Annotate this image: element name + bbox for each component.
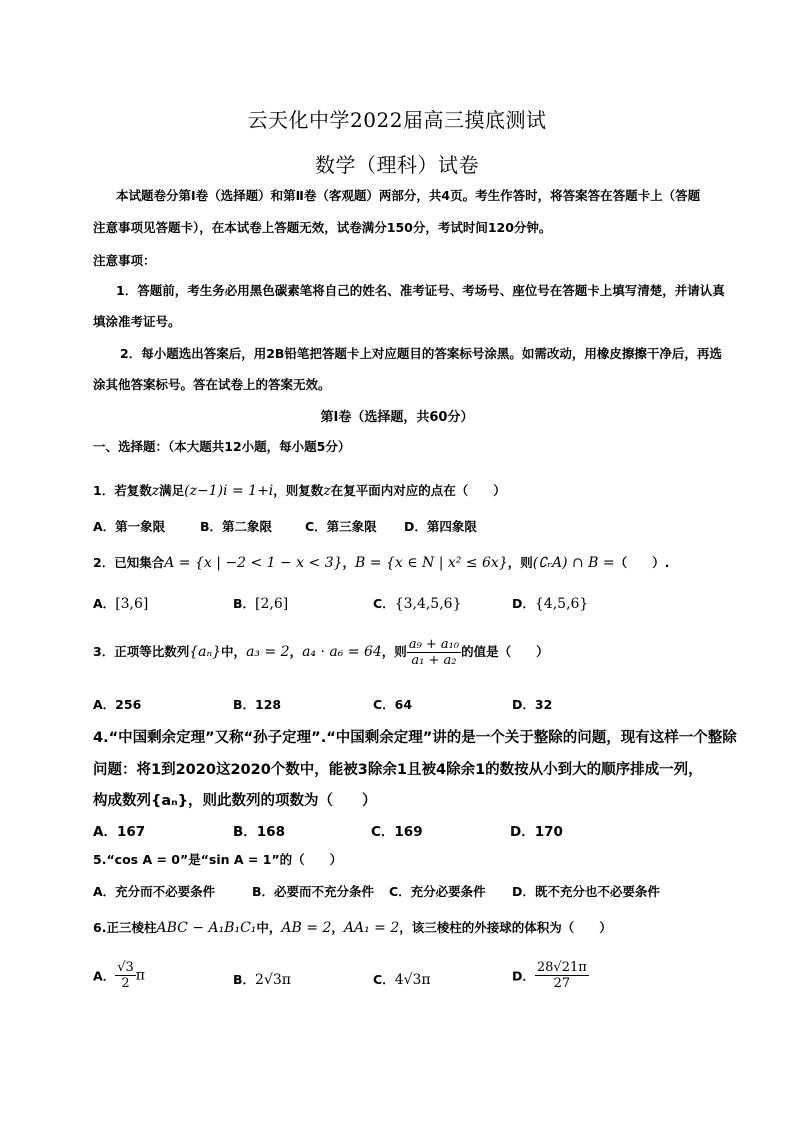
note2-line-2: 涂其他答案标号。答在试卷上的答案无效。 [93, 377, 331, 392]
q6-optA-pi: π [135, 967, 145, 984]
q6-option-b-label: B． [233, 972, 256, 987]
q6-prism: ABC − A₁B₁C₁ [156, 920, 257, 936]
note1-line-1: 1．答题前，考生务必用黑色碳素笔将自己的姓名、准考证号、考场号、座位号在答题卡上填写清楚，并请认真 [116, 283, 725, 298]
q1-option-d[interactable]: D．第四象限 [404, 519, 477, 534]
q4-line-1: 4.“中国剩余定理”又称“孙子定理”.“中国剩余定理”讲的是一个关于整除的问题，现有这样一个整除 [93, 730, 737, 746]
intro-line-2: 注意事项见答题卡），在本试卷上答题无效，试卷满分150分，考试时间120分钟。 [93, 220, 552, 235]
q2-option-a-value: [3,6] [115, 596, 149, 612]
q5-option-a[interactable]: A．充分而不必要条件 [93, 884, 216, 899]
q5-option-b[interactable]: B．必要而不充分条件 [252, 884, 375, 899]
q1-equation: (z−1)i = 1+i [184, 483, 274, 499]
section-title: 第Ⅰ卷（选择题，共60分） [320, 410, 474, 425]
q4-option-a[interactable]: A．167 [93, 824, 146, 840]
q4-option-b[interactable]: B．168 [233, 824, 285, 840]
q2-expression: (∁ᵣA) ∩ B = [532, 555, 615, 571]
q6-option-d-fraction [535, 960, 589, 991]
q2-stem-pre: 2．已知集合 [93, 555, 165, 570]
q6-option-c-label: C． [373, 972, 395, 987]
q2-set-a: A = {x | −2 < 1 − x < 3} [164, 555, 343, 571]
q2-option-a-label: A． [93, 596, 116, 611]
q6-option-a-label: A． [93, 968, 116, 984]
q6-option-b[interactable] [233, 970, 291, 988]
q6-option-a-fraction [115, 960, 136, 991]
q2-option-c-value: {3,4,5,6} [394, 596, 462, 612]
q3-option-a[interactable]: A．256 [93, 697, 142, 712]
q1-z2: z [323, 483, 331, 499]
note1-line-2: 填涂准考证号。 [93, 314, 181, 329]
q6-stem-post: ，该三棱柱的外接球的体积为（ ） [399, 920, 612, 935]
q1-stem-post: 在复平面内对应的点在（ ） [330, 483, 506, 498]
q2-option-c-label: C． [373, 596, 395, 611]
q6-optC-value: 4√3π [394, 972, 431, 988]
q3-stem-mid2: ，则 [381, 644, 407, 659]
q3-stem-post: 的值是（ ） [461, 644, 549, 659]
q3-frac-num: a₉ + a₁₀ [408, 637, 460, 652]
q1-option-b[interactable]: B．第二象限 [200, 519, 273, 534]
q4-option-d[interactable]: D．170 [510, 824, 563, 840]
q2-set-b: B = {x ∈ N | x² ≤ 6x} [355, 555, 508, 571]
q6-cond-2: AA₁ = 2 [343, 920, 400, 936]
q3-cond-1: a₃ = 2 [246, 644, 290, 660]
q6-option-a[interactable] [93, 960, 145, 991]
q2-option-d[interactable] [512, 594, 588, 612]
q2-option-b-label: B． [233, 596, 256, 611]
question-2: 2．已知集合A = {x | −2 < 1 − x < 3}，B = {x ∈ N | x² ≤ 6x}，则(∁ᵣA) ∩ B =（ ）. [93, 555, 670, 571]
q2-option-a[interactable] [93, 594, 148, 612]
q5-option-c[interactable]: C．充分必要条件 [389, 884, 486, 899]
q2-option-d-label: D． [512, 596, 535, 611]
q2-stem-mid: ，则 [507, 555, 533, 570]
q1-stem-pre: 1．若复数 [93, 483, 152, 498]
q6-optA-den: 2 [121, 976, 130, 991]
exam-subtitle: 数学（理科）试卷 [315, 153, 479, 177]
q6-option-d[interactable] [512, 960, 589, 991]
q2-option-c[interactable] [373, 594, 461, 612]
q2-option-b[interactable] [233, 594, 288, 612]
q6-cond-1: AB = 2 [281, 920, 332, 936]
q3-sequence: {aₙ} [189, 644, 222, 660]
q6-stem-pre: 6.正三棱柱 [93, 920, 157, 935]
q6-optD-den: 27 [553, 976, 571, 991]
q6-option-d-label: D． [512, 968, 535, 984]
q3-option-c[interactable]: C．64 [373, 697, 413, 712]
question-3: 3．正项等比数列{aₙ}中，a₃ = 2，a₄ · a₆ = 64，则 $\frac{\text{a₉ + a₁₀}}{\text{a₁ + a₂}}$ 的值是（ ） [93, 637, 549, 668]
q3-stem-pre: 3．正项等比数列 [93, 644, 190, 659]
q1-stem-mid2: ，则复数 [273, 483, 324, 498]
note2-line-1: 2．每小题选出答案后，用2B铅笔把答题卡上对应题目的答案标号涂黑。如需改动，用橡皮擦擦干净后，再选 [120, 346, 722, 361]
q6-optB-value: 2√3π [255, 972, 291, 988]
q2-stem-post: （ ）. [614, 555, 670, 570]
q2-option-d-value: {4,5,6} [534, 596, 589, 612]
q3-option-d[interactable]: D．32 [512, 697, 553, 712]
question-1 [93, 481, 506, 499]
q6-option-c[interactable] [373, 970, 431, 988]
q5-option-d[interactable]: D．既不充分也不必要条件 [512, 884, 660, 899]
question-6: 6.正三棱柱ABC − A₁B₁C₁中，AB = 2，AA₁ = 2，该三棱柱的外接球的体积为（ ） [93, 920, 612, 936]
q3-stem-mid: 中， [221, 644, 247, 659]
q6-stem-mid: 中， [256, 920, 282, 935]
q3-option-b[interactable]: B．128 [233, 697, 282, 712]
notes-title: 注意事项： [93, 253, 156, 268]
q1-z: z [151, 483, 160, 499]
exam-title: 云天化中学2022届高三摸底测试 [247, 108, 547, 132]
q6-optA-num: √3 [117, 960, 134, 975]
q3-frac-den: a₁ + a₂ [411, 653, 457, 668]
q3-fraction [407, 637, 461, 668]
q6-optD-num: 28√21π [536, 960, 587, 975]
q1-stem-mid: 满足 [159, 483, 185, 498]
part-title: 一、选择题：（本大题共12小题，每小题5分） [93, 439, 351, 454]
q3-cond-2: a₄ · a₆ = 64 [302, 644, 382, 660]
intro-line-1: 本试题卷分第Ⅰ卷（选择题）和第Ⅱ卷（客观题）两部分，共4页。考生作答时，将答案答在答题卡上（答题 [116, 188, 701, 203]
q4-option-c[interactable]: C．169 [371, 824, 423, 840]
q1-option-c[interactable]: C．第三象限 [305, 519, 377, 534]
q1-option-a[interactable]: A．第一象限 [93, 519, 166, 534]
question-5: 5.“cos A = 0”是“sin A = 1”的（ ） [93, 852, 343, 867]
q4-line-2: 问题：将1到2020这2020个数中，能被3除余1且被4除余1的数按从小到大的顺序排成一列， [93, 762, 703, 778]
q4-line-3: 构成数列{aₙ}，则此数列的项数为（ ） [93, 793, 377, 809]
q2-option-b-value: [2,6] [255, 596, 289, 612]
